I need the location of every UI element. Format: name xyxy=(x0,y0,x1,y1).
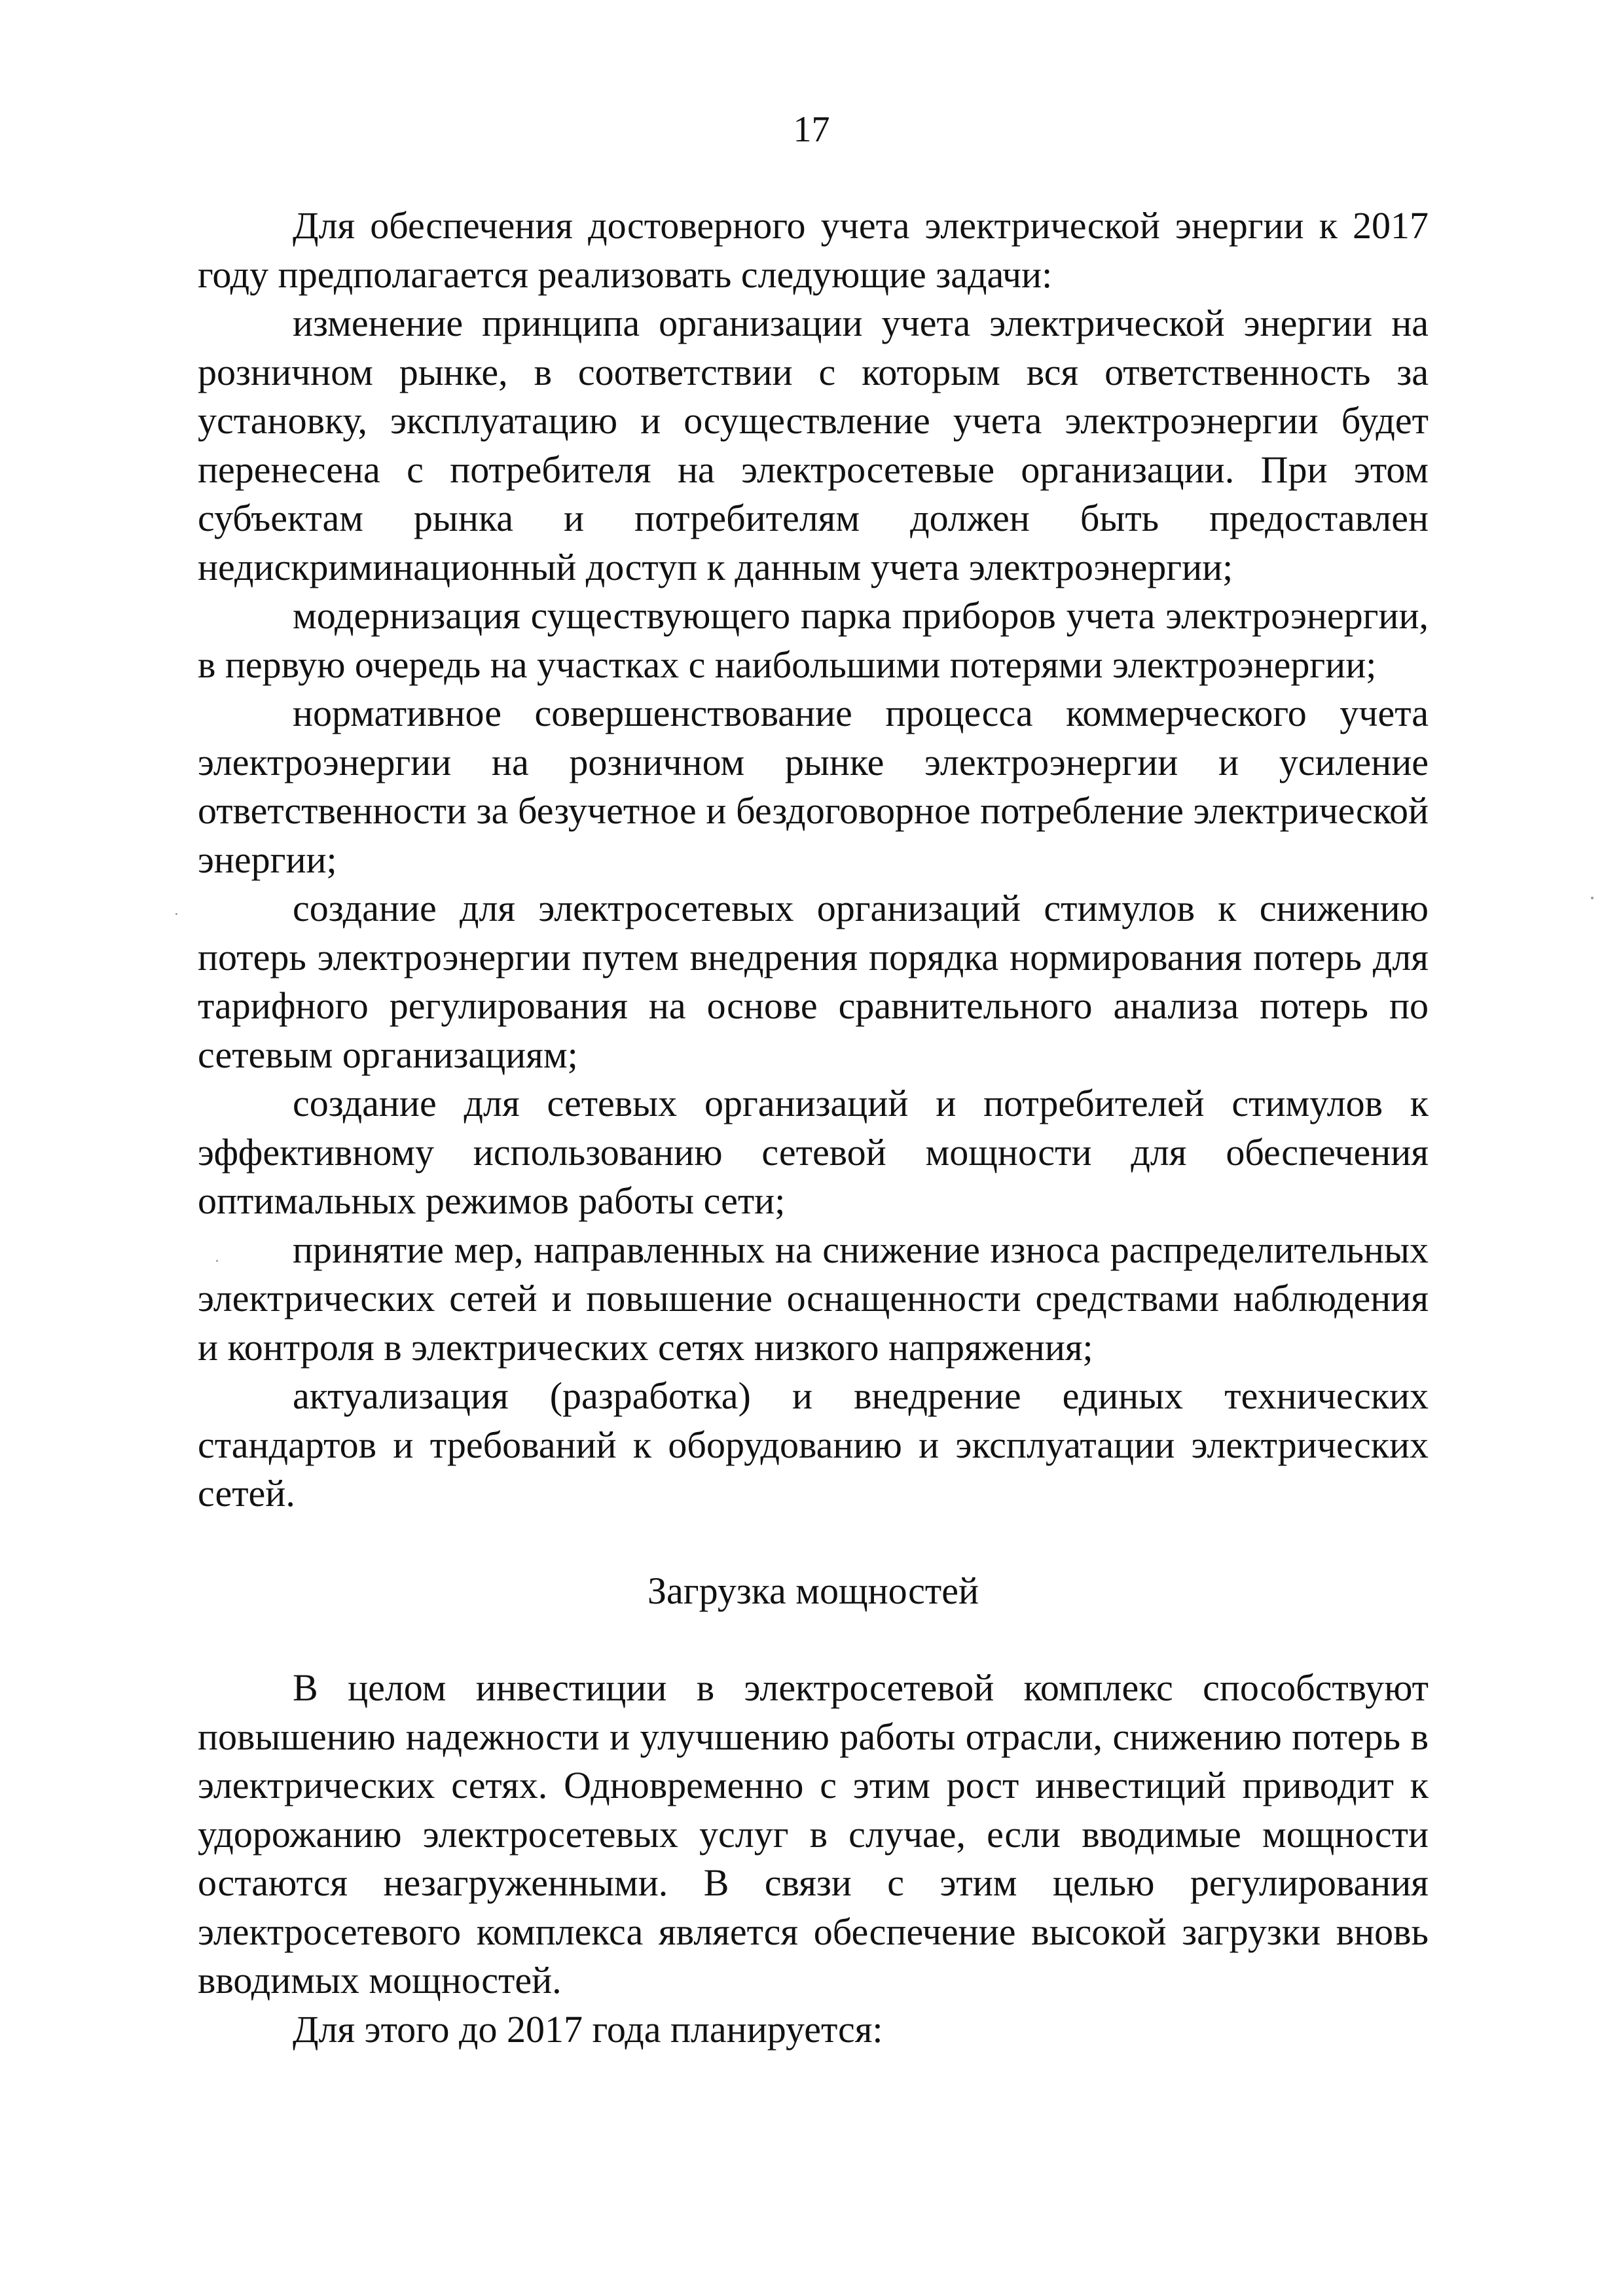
paragraph-intro: Для обеспечения достоверного учета электрической энергии к 2017 году предполагается реализовать следующие задачи: xyxy=(198,204,1429,296)
paragraph-plan-intro: Для этого до 2017 года планируется: xyxy=(293,2007,883,2051)
scan-speck xyxy=(216,1260,218,1262)
paragraph-investment-overview: В целом инвестиции в электросетевой комплекс способствуют повышению надежности и улучшению работы отрасли, снижению потерь в электрических сетях. Одновременно с этим рост инвестиций приводит к удорожанию электросетевых услуг в случае, если вводимые мощности остаются незагруженными. В связи с этим целью регулирования электросетевого комплекса является обеспечение высокой загрузки вновь вводимых мощностей. xyxy=(198,1666,1429,2001)
paragraph-task-loss-incentives: создание для электросетевых организаций стимулов к снижению потерь электроэнергии путем внедрения порядка нормирования потерь для тарифного регулирования на основе сравнительного анализа потерь по сетевым организациям; xyxy=(198,887,1429,1076)
paragraph-task-regulatory-improvement: нормативное совершенствование процесса коммерческого учета электроэнергии на розничном рынке электроэнергии и усиление ответственности за безучетное и бездоговорное потребление электрической энергии; xyxy=(198,692,1429,881)
paragraph-task-metering-principle: изменение принципа организации учета электрической энергии на розничном рынке, в соответствии с которым вся ответственность за установку, эксплуатацию и осуществление учета электроэнергии будет перенесена с потребителя на электросетевые организации. При этом субъектам рынка и потребителям должен быть предоставлен недискриминационный доступ к данным учета электроэнергии; xyxy=(198,302,1429,588)
paragraph-task-technical-standards: актуализация (разработка) и внедрение единых технических стандартов и требований к оборудованию и эксплуатации электрических сетей. xyxy=(198,1374,1429,1515)
paragraph-task-network-wear: принятие мер, направленных на снижение износа распределительных электрических сетей и повышение оснащенности средствами наблюдения и контроля в электрических сетях низкого напряжения; xyxy=(198,1228,1429,1369)
paragraph-task-meter-modernization: модернизация существующего парка приборов учета электроэнергии, в первую очередь на участках с наибольшими потерями электроэнергии; xyxy=(198,594,1429,686)
paragraph-task-capacity-incentives: создание для сетевых организаций и потребителей стимулов к эффективному использованию сетевой мощности для обеспечения оптимальных режимов работы сети; xyxy=(198,1082,1429,1222)
section-heading: Загрузка мощностей xyxy=(647,1569,979,1612)
scan-speck xyxy=(1591,897,1594,899)
scan-speck xyxy=(175,913,177,915)
document-body xyxy=(198,202,1429,2054)
page-number: 17 xyxy=(793,109,830,150)
